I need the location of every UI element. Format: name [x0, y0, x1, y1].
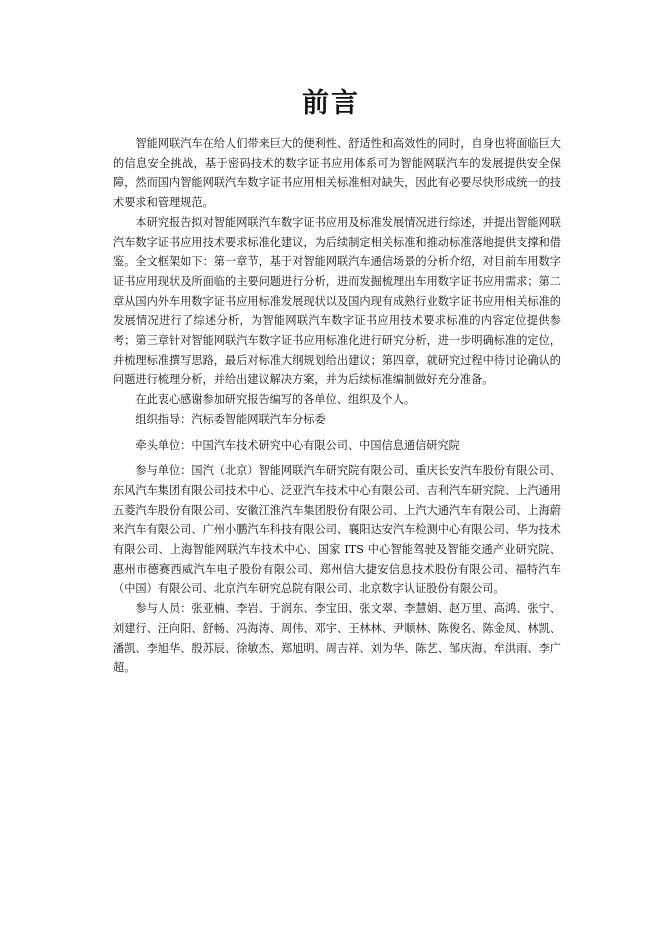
- intro-paragraph: 智能网联汽车在给人们带来巨大的便利性、舒适性和高效性的同时，自身也将面临巨大的信息安全挑战，基于密码技术的数字证书应用体系可为智能网联汽车的发展提供安全保障，然而国内智能网联汽车数字证书应用相关标准相对缺失，因此有必要尽快形成统一的技术要求和管理规范。: [113, 137, 561, 210]
- framework-paragraph: 本研究报告拟对智能网联汽车数字证书应用及标准发展情况进行综述，并提出智能网联汽车数字证书应用技术要求标准化建议，为后续制定相关标准和推动标准落地提供支撑和借鉴。全文框架如下：第一章节，基于对智能网联汽车通信场景的分析介绍，对目前车用数字证书应用现状及所面临的主要问题进行分析，进而发掘梳理出车用数字证书应用需求；第二章从国内外车用数字证书应用标准发展现状以及国内现有成熟行业数字证书应用相关标准的发展情况进行了综述分析，为智能网联汽车数字证书应用技术要求标准的内容定位提供参考；第三章针对智能网联汽车数字证书应用标准化进行研究分析，进一步明确标准的定位，并梳理标准撰写思路，最后对标准大纲规划给出建议；第四章，就研究过程中待讨论确认的问题进行梳理分析，并给出建议解决方案，并为后续标准编制做好充分准备。: [113, 215, 561, 387]
- guidance-line: 组织指导：汽标委智能网联汽车分标委: [135, 412, 326, 426]
- participants-paragraph: 参与人员：张亚楠、李岩、于润东、李宝田、张文翠、李慧娟、赵万里、高鸿、张宁、刘建行、汪向阳、舒畅、冯海涛、周伟、邓宇、王林林、尹顺林、陈俊名、陈金凤、林凯、潘凯、李旭华、殷苏辰、徐敏杰、郑旭明、周吉祥、刘为华、陈艺、邹庆海、牟洪雨、李广超。: [113, 602, 561, 675]
- page-title: 前言: [302, 88, 360, 119]
- document-body: [113, 134, 561, 678]
- lead-units-line: 牵头单位：中国汽车技术研究中心有限公司、中国信息通信研究院: [135, 438, 460, 452]
- thanks-paragraph: 在此衷心感谢参加研究报告编写的各单位、组织及个人。: [135, 393, 416, 407]
- participating-units-paragraph: 参与单位：国汽（北京）智能网联汽车研究院有限公司、重庆长安汽车股份有限公司、东风汽车集团有限公司技术中心、泛亚汽车技术中心有限公司、吉利汽车研究院、上汽通用五菱汽车股份有限公司、安徽江淮汽车集团股份有限公司、上汽大通汽车有限公司、上海蔚来汽车有限公司、广州小鹏汽车科技有限公司、襄阳达安汽车检测中心有限公司、华为技术有限公司、上海智能网联汽车技术中心、国家 ITS 中心智能驾驶及智能交通产业研究院、惠州市德赛西威汽车电子股份有限公司、郑州信大捷安信息技术股份有限公司、福特汽车（中国）有限公司、北京汽车研究总院有限公司、北京数字认证股份有限公司。: [113, 464, 561, 596]
